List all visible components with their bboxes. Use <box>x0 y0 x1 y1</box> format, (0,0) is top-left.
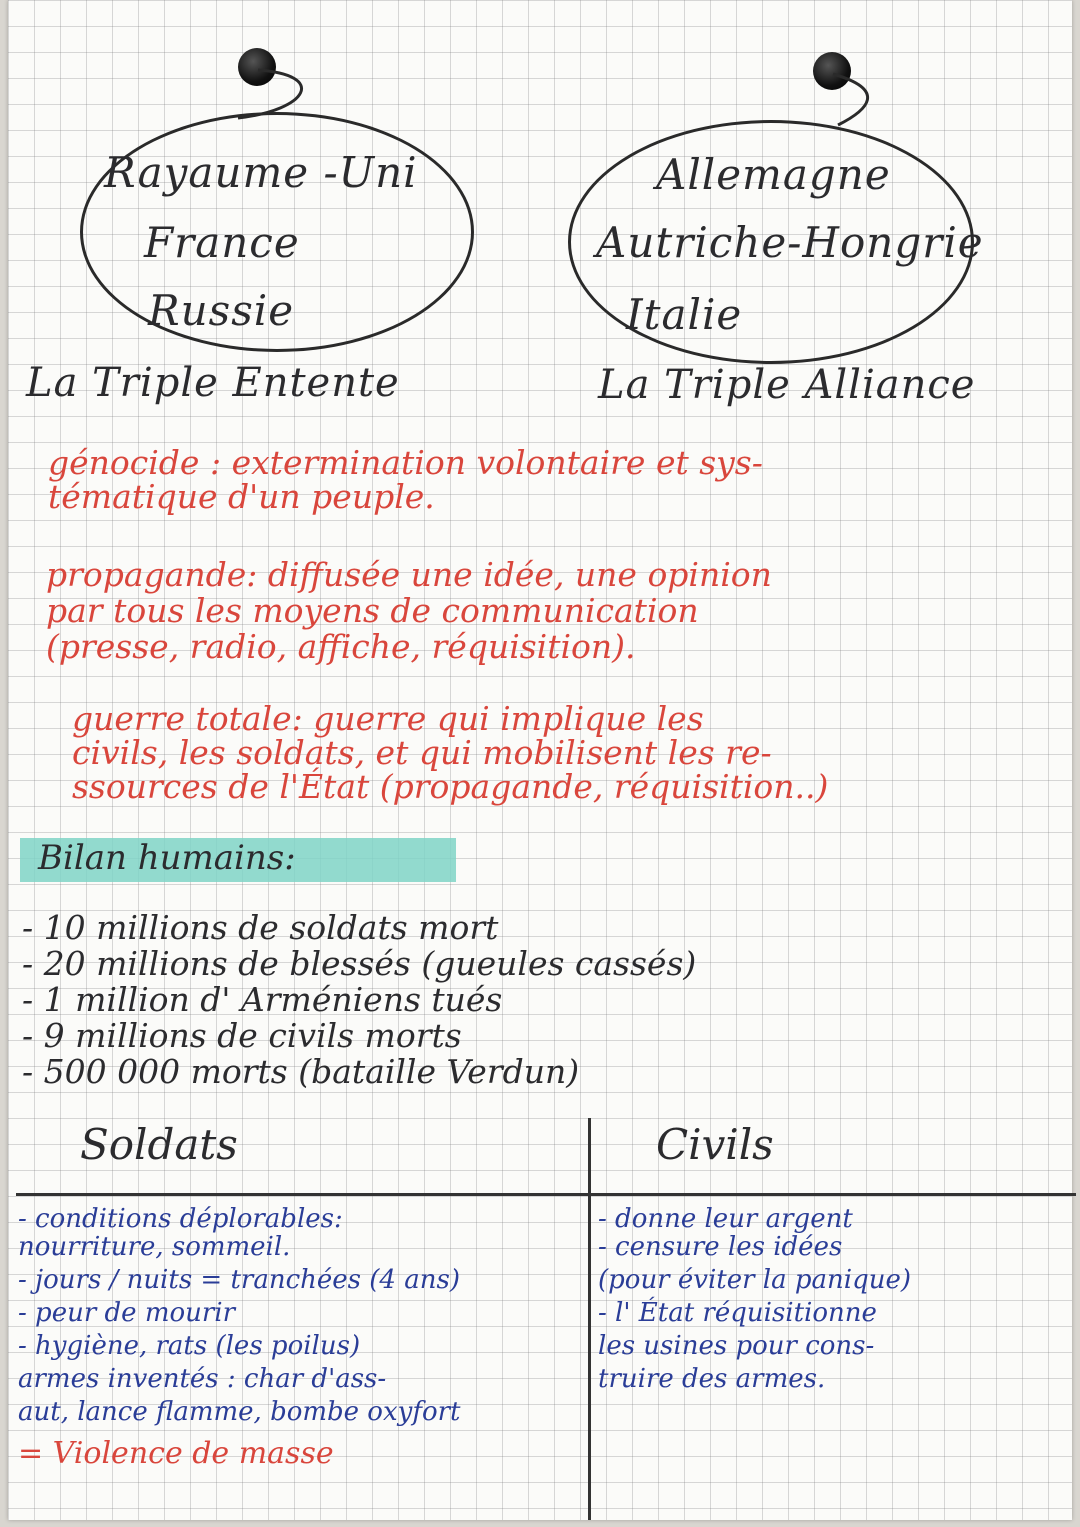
definition-genocide-line-2: tématique d'un peuple. <box>48 477 435 516</box>
civils-line: les usines pour cons- <box>598 1331 875 1361</box>
bilan-item: - 20 millions de blessés (gueules cassés) <box>22 944 697 983</box>
definition-propagande-line-1: propagande: diffusée une idée, une opinion <box>46 555 772 594</box>
table-header-civils: Civils <box>656 1120 774 1169</box>
entente-label: La Triple Entente <box>26 360 400 406</box>
definition-propagande-line-3: (presse, radio, affiche, réquisition). <box>46 627 636 666</box>
soldats-line: - peur de mourir <box>18 1298 236 1328</box>
alliance-country-1: Allemagne <box>656 150 891 199</box>
notebook-page <box>8 0 1072 1520</box>
soldats-conclusion: = Violence de masse <box>18 1436 334 1471</box>
bilan-item: - 500 000 morts (bataille Verdun) <box>22 1052 580 1091</box>
table-horizontal-rule <box>16 1193 1076 1196</box>
entente-country-1: Rayaume -Uni <box>104 148 418 197</box>
bilan-heading: Bilan humains: <box>38 838 296 878</box>
definition-guerre-totale-line-1: guerre totale: guerre qui implique les <box>72 699 704 738</box>
soldats-line: - hygiène, rats (les poilus) <box>18 1331 361 1361</box>
soldats-line: - jours / nuits = tranchées (4 ans) <box>18 1265 460 1295</box>
civils-line: truire des armes. <box>598 1364 826 1394</box>
soldats-line: aut, lance flamme, bombe oxyfort <box>18 1397 461 1427</box>
definition-guerre-totale-line-2: civils, les soldats, et qui mobilisent les re- <box>72 733 772 772</box>
definition-genocide-line-1: génocide : extermination volontaire et sys- <box>48 443 763 482</box>
soldats-line: nourriture, sommeil. <box>18 1232 291 1262</box>
alliance-label: La Triple Alliance <box>598 362 976 408</box>
civils-line: - donne leur argent <box>598 1204 853 1234</box>
entente-country-2: France <box>144 218 300 267</box>
alliance-country-3: Italie <box>626 290 743 339</box>
definition-guerre-totale-line-3: ssources de l'État (propagande, réquisition..) <box>72 767 829 806</box>
bilan-item: - 9 millions de civils morts <box>22 1016 462 1055</box>
civils-line: (pour éviter la panique) <box>598 1265 912 1295</box>
table-header-soldats: Soldats <box>80 1120 238 1169</box>
entente-country-3: Russie <box>148 286 295 335</box>
civils-line: - l' État réquisitionne <box>598 1298 877 1328</box>
bilan-item: - 10 millions de soldats mort <box>22 908 499 947</box>
soldats-line: - conditions déplorables: <box>18 1204 343 1234</box>
soldats-line: armes inventés : char d'ass- <box>18 1364 387 1394</box>
table-vertical-rule <box>588 1118 591 1520</box>
alliance-country-2: Autriche-Hongrie <box>596 218 984 267</box>
civils-line: - censure les idées <box>598 1232 843 1262</box>
definition-propagande-line-2: par tous les moyens de communication <box>46 591 699 630</box>
bilan-item: - 1 million d' Arméniens tués <box>22 980 503 1019</box>
